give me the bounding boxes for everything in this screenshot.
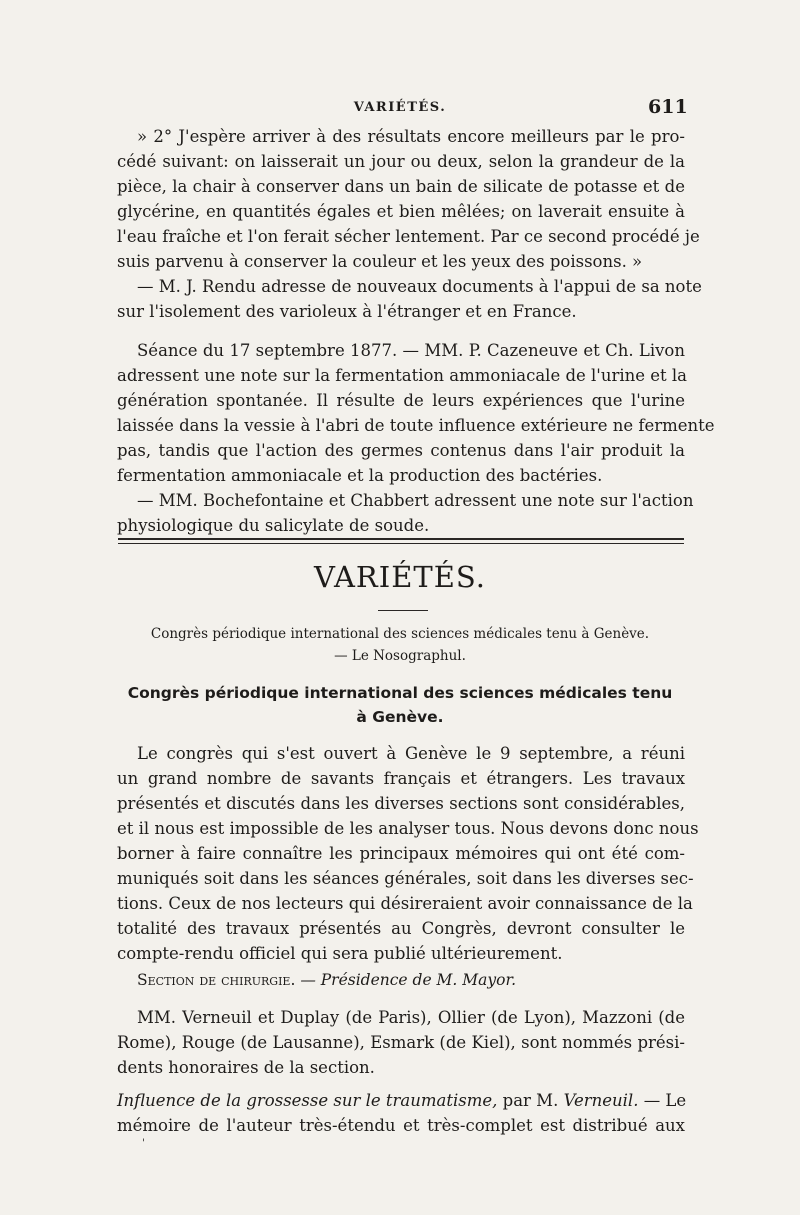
text-line: Rome), Rouge (de Lausanne), Esmark (de Kiel), sont nommés prési- (117, 1033, 685, 1052)
text-line: et il nous est impossible de les analyser tous. Nous devons donc nous (117, 819, 699, 838)
seance-line: Séance du 17 septembre 1877. — MM. P. Cazeneuve et Ch. Livon (137, 341, 685, 360)
text-line: — M. J. Rendu adresse de nouveaux documents à l'appui de sa note (137, 277, 702, 296)
text-line: MM. Verneuil et Duplay (de Paris), Ollier (de Lyon), Mazzoni (de (137, 1008, 685, 1027)
text-line: sur l'isolement des varioleux à l'étranger et en France. (117, 302, 577, 321)
section-divider-top (118, 538, 684, 540)
chirurgie-heading (117, 968, 685, 993)
text-line: cédé suivant: on laisserait un jour ou deux, selon la grandeur de la (117, 152, 685, 171)
text-line: physiologique du salicylate de soude. (117, 516, 430, 535)
page-number: 611 (648, 96, 688, 118)
text-line: génération spontanée. Il résulte de leurs expériences que l'urine (117, 391, 685, 410)
text-line: borner à faire connaître les principaux mémoires qui ont été com- (117, 844, 685, 863)
article-title: à Genève. (356, 708, 444, 726)
text-line: Le congrès qui s'est ouvert à Genève le 9 septembre, a réuni (137, 744, 685, 763)
section-divider-bottom (118, 543, 684, 544)
text-line: pièce, la chair à conserver dans un bain de silicate de potasse et de (117, 177, 685, 196)
text-line: pas, tandis que l'action des germes contenus dans l'air produit la (117, 441, 685, 460)
text-line: muniqués soit dans les séances générales, soit dans les diverses sec- (117, 869, 694, 888)
section-title: VARIÉTÉS. (314, 560, 486, 594)
text-line: présentés et discutés dans les diverses sections sont considérables, (117, 794, 685, 813)
title-underline (378, 610, 428, 611)
text-line: — MM. Bochefontaine et Chabbert adressent une note sur l'action (137, 491, 694, 510)
text-line: l'eau fraîche et l'on ferait sécher lentement. Par ce second procédé je (117, 227, 700, 246)
chirurgie-presidence: — Présidence de M. Mayor. (300, 971, 517, 989)
text-line: mémoire de l'auteur très-étendu et très-complet est distribué aux (117, 1116, 685, 1135)
running-title: VARIÉTÉS. (353, 100, 447, 115)
influence-title: Influence de la grossesse sur le traumatisme, (117, 1091, 498, 1110)
chirurgie-label: Section de chirurgie. (137, 971, 296, 989)
text-line: adressent une note sur la fermentation ammoniacale de l'urine et la (117, 366, 688, 385)
text-line: suis parvenu à conserver la couleur et les yeux des poissons. » (117, 252, 643, 271)
text-line: » 2° J'espère arriver à des résultats encore meilleurs par le pro- (137, 127, 685, 146)
influence-rest: — Le (643, 1091, 687, 1110)
section-summary: — Le Nosographul. (334, 648, 466, 664)
text-line: laissée dans la vessie à l'abri de toute influence extérieure ne fermente (117, 416, 715, 435)
section-summary: Congrès périodique international des sciences médicales tenu à Genève. (150, 626, 650, 642)
text-line: un grand nombre de savants français et étrangers. Les travaux (117, 769, 685, 788)
influence-author: Verneuil. (563, 1091, 639, 1110)
text-line: fermentation ammoniacale et la production des bactéries. (117, 466, 603, 485)
footer-mark: ' (142, 1138, 145, 1149)
influence-by: par M. (502, 1091, 559, 1110)
text-line: totalité des travaux présentés au Congrès, devront consulter le (117, 919, 685, 938)
text-line: dents honoraires de la section. (117, 1058, 375, 1077)
text-line: tions. Ceux de nos lecteurs qui désireraient avoir connaissance de la (117, 894, 693, 913)
text-line: glycérine, en quantités égales et bien mêlées; on laverait ensuite à (117, 202, 685, 221)
influence-line (117, 1088, 685, 1113)
article-title: Congrès périodique international des sciences médicales tenu (127, 684, 673, 702)
text-line: compte-rendu officiel qui sera publié ultérieurement. (117, 944, 563, 963)
